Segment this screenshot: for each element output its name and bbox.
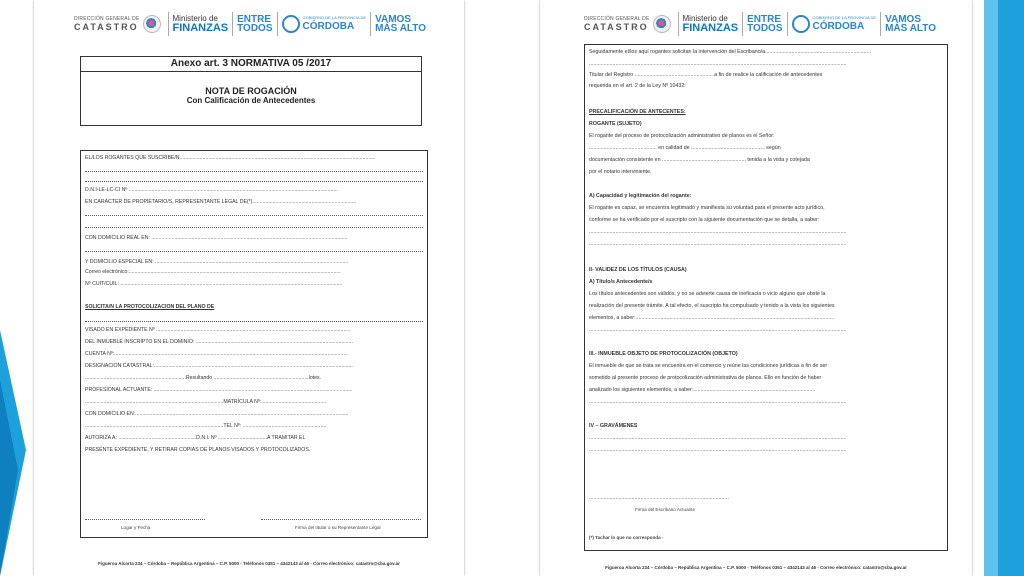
form-line: analizado los siguientes elementos, a saber:................................................................................... bbox=[589, 387, 816, 393]
form-line: Titular del Registro ......................................................a fin de realice la calificación de antecedentes bbox=[589, 72, 823, 78]
cordoba-text: CÓRDOBA bbox=[812, 20, 865, 32]
ministerio-text: Ministerio de bbox=[682, 13, 728, 23]
form-line: El inmueble de que se trata se encuentra en el comercio y reúne las condiciones jurídicas a fin de ser bbox=[589, 363, 828, 369]
accent-bar-inner bbox=[984, 0, 998, 576]
form-line: PRESENTE EXPEDIENTE, Y RETIRAR COPIAS DE PLANOS VISADOS Y PROTOCOLIZADOS. bbox=[85, 447, 311, 453]
form-line: VISADO EN EXPEDIENTE Nº ....................................................................................................................................... bbox=[85, 327, 351, 333]
section-heading-encumbrances: IV – GRAVÁMENES bbox=[589, 423, 638, 429]
vamos-text: VAMOS bbox=[375, 14, 412, 25]
form-line: ................................................................................................MATRÍCULA Nº:............................................. bbox=[85, 399, 327, 405]
section-heading-property: III.- INMUEBLE OBJETO DE PROTOCOLIZACIÓN (OBJETO) bbox=[589, 351, 738, 357]
form-line: por el notario interviniente. bbox=[589, 169, 652, 175]
form-line: CON DOMICILIO EN:.................................................................................................................................................... bbox=[85, 411, 349, 417]
finanzas-text: FINANZAS bbox=[172, 21, 229, 34]
form-line: .............................................. en calidad de .................................................. según bbox=[589, 145, 781, 151]
mas-alto-text: MÁS ALTO bbox=[375, 23, 427, 34]
subheading-rogante: ROGANTE (SUJETO) bbox=[589, 121, 642, 127]
form-line: Los títulos antecedentes son válidos, y no se advierte causa de ineficacia o vicio alguno que obste la bbox=[589, 291, 826, 297]
form-line: DEL INMUEBLE INSCRIPTO EN EL DOMINIO: ............................................................................................................. bbox=[85, 339, 353, 345]
blank-line bbox=[85, 227, 423, 228]
section-heading-titles: II- VALIDEZ DE LOS TÍTULOS (CAUSA) bbox=[589, 267, 687, 273]
form-line: conforme se ha verificado por el suscripto con la siguiente documentación que se detalla, a saber: bbox=[589, 217, 820, 223]
form-line: ............................................................................................................................................................................... bbox=[589, 447, 847, 453]
divider bbox=[168, 12, 169, 36]
document-page-left bbox=[34, 0, 464, 576]
form-line: Seguidamente el/los aquí rogantes solicitan la intervención del Escribano/a........................................................................ bbox=[589, 49, 872, 55]
entre-todos-logo bbox=[747, 15, 782, 33]
mas-alto-text: MÁS ALTO bbox=[885, 23, 937, 34]
cordoba-logo bbox=[282, 15, 367, 33]
form-line: elementos, a saber:....................................................................................................................................... bbox=[589, 315, 835, 321]
form-line: CUENTA Nº:.................................................................................................................................................................. bbox=[85, 351, 348, 357]
cordoba-seal-icon bbox=[282, 15, 300, 33]
signature-owner-label: Firma del titular o su Representante Legal bbox=[295, 525, 381, 530]
divider bbox=[742, 12, 743, 36]
blank-line bbox=[85, 321, 423, 322]
form-line: ............................................................................................................................................................................... bbox=[589, 435, 847, 441]
form-line: Nº CUIT/CUIL: .......................................................................................................................................................... bbox=[85, 281, 343, 287]
todos-text: TODOS bbox=[237, 23, 273, 34]
subheading-capacity: A) Capacidad y legitimación del rogante: bbox=[589, 193, 692, 199]
form-line: ................................................................................................TEL Nº: .......................................................... bbox=[85, 423, 327, 429]
seal-icon bbox=[143, 15, 161, 33]
form-line: D.N.I-LE-LC-CI Nº ................................................................................................................................................. bbox=[85, 187, 338, 193]
logo-catastro-text: CATASTRO bbox=[584, 21, 649, 32]
seal-icon bbox=[653, 15, 671, 33]
right-accent-bar bbox=[984, 0, 1024, 576]
accent-triangle-dark bbox=[0, 380, 18, 576]
form-section-heading: SOLICITA/N LA PROTOCOLIZACION DEL PLANO DE bbox=[85, 304, 215, 310]
divider bbox=[678, 12, 679, 36]
cba-small-text: GOBIERNO DE LA PROVINCIA DE bbox=[302, 15, 367, 21]
catastro-logo bbox=[74, 17, 140, 32]
catastro-logo bbox=[584, 17, 650, 32]
cordoba-text: CÓRDOBA bbox=[302, 20, 355, 32]
signature-notary-label: Firma del Escribano Actuante bbox=[635, 507, 696, 512]
divider bbox=[232, 12, 233, 36]
divider bbox=[787, 12, 788, 36]
annex-heading: Anexo art. 3 NORMATIVA 05 /2017 bbox=[81, 57, 421, 72]
logo-catastro-text: CATASTRO bbox=[74, 21, 139, 32]
signature-line-owner bbox=[261, 519, 421, 520]
page-header bbox=[540, 6, 972, 42]
notary-qualification-form bbox=[584, 44, 948, 551]
signature-date-label: Lugar y Fecha bbox=[121, 525, 151, 530]
logo-dg-text: DIRECCIÓN GENERAL DE bbox=[74, 15, 140, 22]
form-line: EN CARÁCTER DE PROPIETARIO/S, REPRESENTANTE LEGAL DE(*)........................................................................ bbox=[85, 199, 357, 205]
blank-line bbox=[85, 181, 423, 182]
ministerio-text: Ministerio de bbox=[172, 13, 218, 23]
blank-line bbox=[85, 171, 423, 172]
vamos-mas-alto-logo bbox=[885, 15, 936, 33]
section-heading-precalification: PRECALIFICACIÓN DE ANTECENTES: bbox=[589, 109, 686, 115]
document-subtitle: Con Calificación de Antecedentes bbox=[186, 96, 316, 105]
signature-line-notary: ............................................................................................... bbox=[589, 495, 729, 501]
divider bbox=[277, 12, 278, 36]
finanzas-text: FINANZAS bbox=[682, 21, 739, 34]
form-line: DESIGNACION CATASTRAL:.......................................................................................................................................... bbox=[85, 363, 353, 369]
todos-text: TODOS bbox=[747, 23, 783, 34]
rogation-form bbox=[80, 150, 428, 538]
page-header bbox=[34, 6, 464, 42]
cba-small-text: GOBIERNO DE LA PROVINCIA DE bbox=[812, 15, 877, 21]
form-line: ......................................................................Resultando ..................................................................lotes. bbox=[85, 375, 322, 381]
left-accent-decoration bbox=[0, 0, 26, 576]
signature-line-date bbox=[85, 519, 205, 520]
entre-todos-logo bbox=[237, 15, 272, 33]
divider bbox=[880, 12, 881, 36]
cordoba-seal-icon bbox=[792, 15, 810, 33]
form-line: ............................................................................................................................................................................... bbox=[589, 61, 847, 67]
form-line: ............................................................................................................................................................................... bbox=[589, 399, 847, 405]
document-title: NOTA DE ROGACIÓN bbox=[205, 86, 297, 96]
form-line: documentación consistente en ......................................................... tenida a la vista y cotejada bbox=[589, 157, 810, 163]
form-line: El rogante del proceso de protocolización administrativo de planos es el Señor: bbox=[589, 133, 775, 139]
blank-line bbox=[85, 251, 423, 252]
form-line: El rogante es capaz, se encuentra legitimado y manifiesta su voluntad para el presente acto jurídico, bbox=[589, 205, 825, 211]
vamos-mas-alto-logo bbox=[375, 15, 426, 33]
form-line: sometido al presente proceso de protocolización administrativa de planos. Ello en función de haber bbox=[589, 375, 822, 381]
vamos-text: VAMOS bbox=[885, 14, 922, 25]
logo-dg-text: DIRECCIÓN GENERAL DE bbox=[584, 15, 650, 22]
form-line: requerida en el art. 2 de la Ley Nº 10432: bbox=[589, 83, 686, 89]
form-line: EL/LOS ROGANTES QUE SUSCRIBE/N........................................................................................................................................ bbox=[85, 155, 376, 161]
form-line: ............................................................................................................................................................................... bbox=[589, 327, 847, 333]
document-page-right bbox=[540, 0, 972, 576]
ministerio-logo bbox=[173, 15, 229, 34]
form-line: realización del presente trámite. A tal efecto, el suscripto ha compulsado y tenido a la vista los siguientes bbox=[589, 303, 835, 309]
annex-title-box bbox=[80, 56, 422, 126]
divider bbox=[370, 12, 371, 36]
cordoba-logo bbox=[792, 15, 877, 33]
form-line: Correo electrónico:................................................................................................................................................... bbox=[85, 269, 341, 275]
subheading-titles-antecedent: A) Título/s Antecedente/s bbox=[589, 279, 653, 285]
form-line: PROFESIONAL ACTUANTE: .......................................................................................................................................... bbox=[85, 387, 353, 393]
ministerio-logo bbox=[683, 15, 739, 34]
form-line: AUTORIZA A: ......................................................D.N.I. Nº ..................................A TRAMITAR EL bbox=[85, 435, 306, 441]
entre-text: ENTRE bbox=[747, 14, 782, 25]
form-line: ............................................................................................................................................................................... bbox=[589, 229, 847, 235]
page-footer: Figueroa Alcorta 234 – Córdoba – República Argentina – C.P. 5000 - Teléfonos 0351 – 4342143 al 46 - Correo electrónico: catastro@cba.gov.ar bbox=[605, 565, 907, 570]
form-line: CON DOMICILIO REAL EN: ........................................................................................................................................ bbox=[85, 235, 348, 241]
form-line: ............................................................................................................................................................................... bbox=[589, 241, 847, 247]
blank-line bbox=[85, 215, 423, 216]
footnote: (*) Tachar lo que no corresponda - bbox=[589, 535, 664, 540]
entre-text: ENTRE bbox=[237, 14, 272, 25]
page-footer: Figueroa Alcorta 234 – Córdoba – República Argentina – C.P. 5000 - Teléfonos 0351 – 4342143 al 46 - Correo electrónico: catastro@cba.gov.ar bbox=[98, 561, 400, 566]
form-line: Y DOMICILIO ESPECIAL EN: ...................................................................................................................................... bbox=[85, 259, 349, 265]
